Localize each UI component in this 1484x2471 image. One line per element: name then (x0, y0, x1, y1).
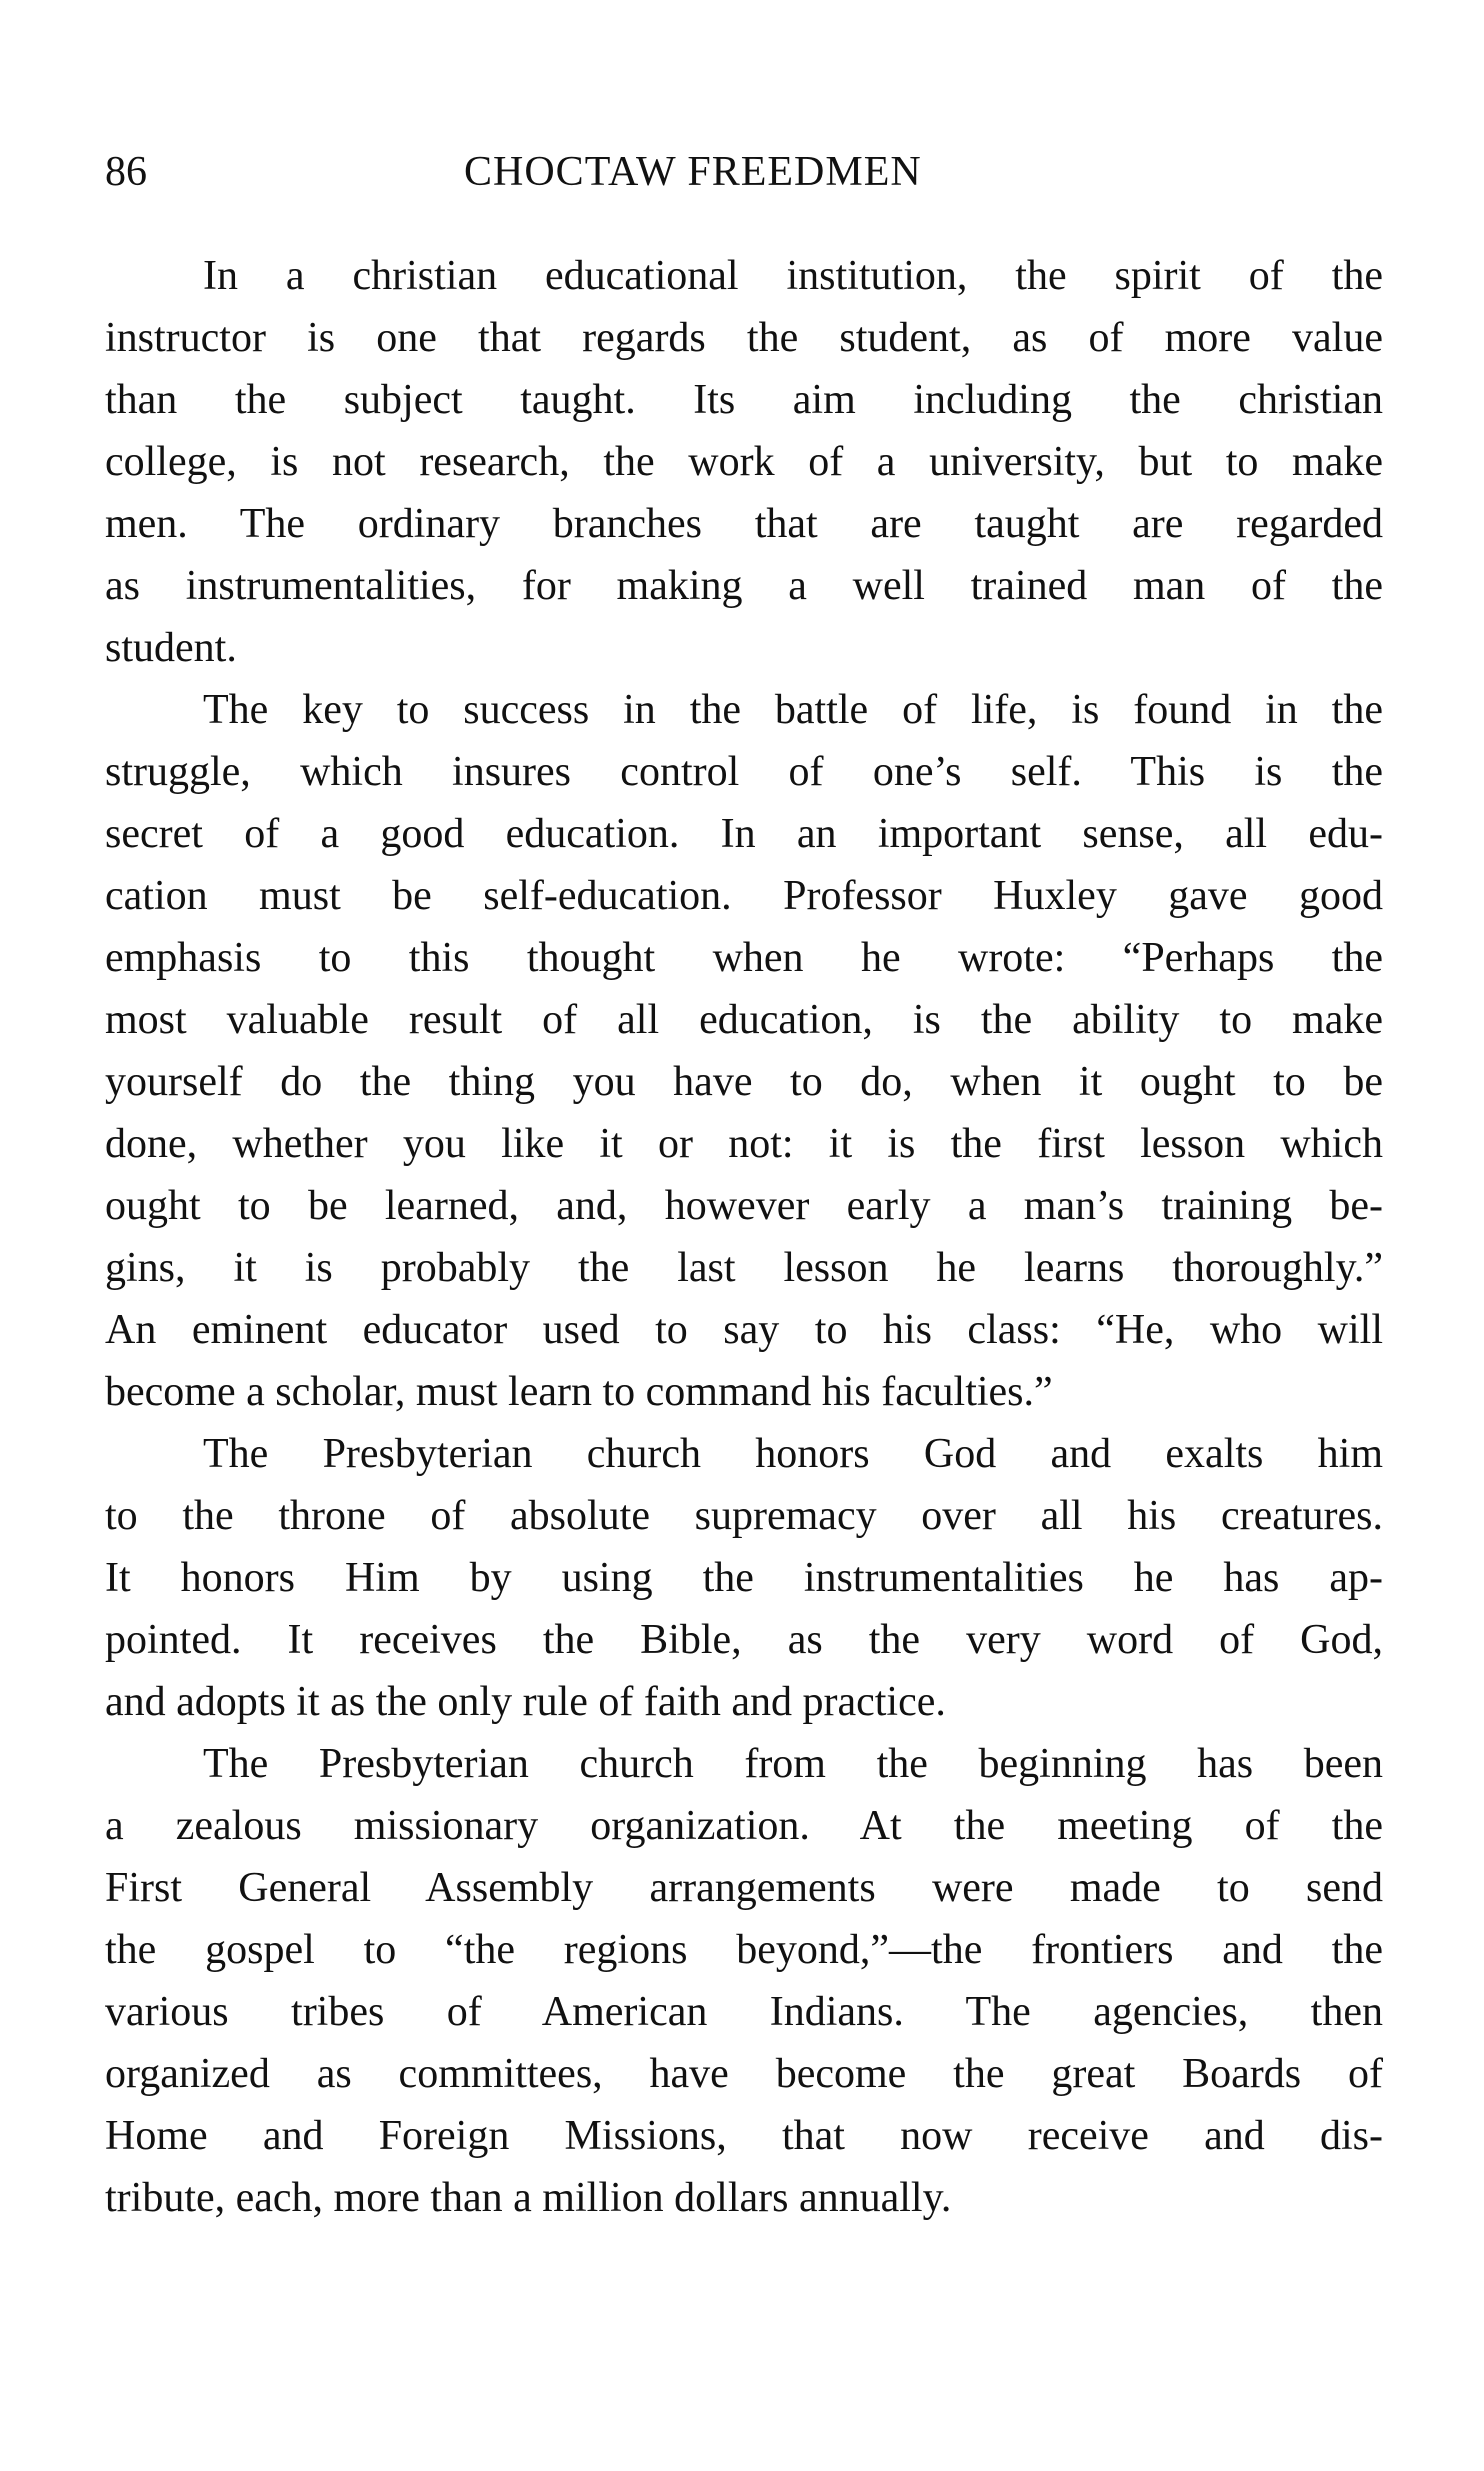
text-line: tribute, each, more than a million dollars annually. (105, 2175, 952, 2221)
paragraph (105, 679, 1383, 1423)
paragraph (105, 245, 1383, 679)
text-line: The key to success in the battle of life, is found in the (203, 687, 1383, 733)
text-line: various tribes of American Indians. The agencies, then (105, 1989, 1383, 2035)
text-line: done, whether you like it or not: it is the first lesson which (105, 1121, 1383, 1167)
text-line: gins, it is probably the last lesson he learns thoroughly.” (105, 1245, 1383, 1291)
text-line: than the subject taught. Its aim including the christian (105, 377, 1383, 423)
text-line: struggle, which insures control of one’s self. This is the (105, 749, 1383, 795)
text-line: First General Assembly arrangements were made to send (105, 1865, 1383, 1911)
text-line: college, is not research, the work of a university, but to make (105, 439, 1383, 485)
text-line: most valuable result of all education, is the ability to make (105, 997, 1383, 1043)
running-title: CHOCTAW FREEDMEN (464, 149, 922, 195)
text-line: In a christian educational institution, the spirit of the (203, 253, 1383, 299)
paragraph (105, 1423, 1383, 1733)
text-line: as instrumentalities, for making a well trained man of the (105, 563, 1383, 609)
text-line: It honors Him by using the instrumentalities he has ap- (105, 1555, 1383, 1601)
text-line: become a scholar, must learn to command his faculties.” (105, 1369, 1053, 1415)
text-line: pointed. It receives the Bible, as the very word of God, (105, 1617, 1383, 1663)
text-line: to the throne of absolute supremacy over all his creatures. (105, 1493, 1383, 1539)
text-line: organized as committees, have become the great Boards of (105, 2051, 1383, 2097)
text-line: student. (105, 625, 237, 671)
text-line: yourself do the thing you have to do, when it ought to be (105, 1059, 1383, 1105)
text-line: ought to be learned, and, however early a man’s training be- (105, 1183, 1383, 1229)
text-line: and adopts it as the only rule of faith and practice. (105, 1679, 946, 1725)
text-line: The Presbyterian church honors God and exalts him (203, 1431, 1383, 1477)
text-line: instructor is one that regards the student, as of more value (105, 315, 1383, 361)
page-body (105, 245, 1383, 2229)
text-line: cation must be self-education. Professor Huxley gave good (105, 873, 1383, 919)
text-line: men. The ordinary branches that are taught are regarded (105, 501, 1383, 547)
text-line: Home and Foreign Missions, that now receive and dis- (105, 2113, 1383, 2159)
page-number: 86 (105, 149, 147, 195)
text-line: a zealous missionary organization. At the meeting of the (105, 1803, 1383, 1849)
text-line: An eminent educator used to say to his class: “He, who will (105, 1307, 1383, 1353)
text-line: The Presbyterian church from the beginning has been (203, 1741, 1383, 1787)
paragraph (105, 1733, 1383, 2229)
page-header (105, 141, 1383, 203)
text-line: emphasis to this thought when he wrote: “Perhaps the (105, 935, 1383, 981)
text-line: the gospel to “the regions beyond,”—the frontiers and the (105, 1927, 1383, 1973)
text-line: secret of a good education. In an important sense, all edu- (105, 811, 1383, 857)
